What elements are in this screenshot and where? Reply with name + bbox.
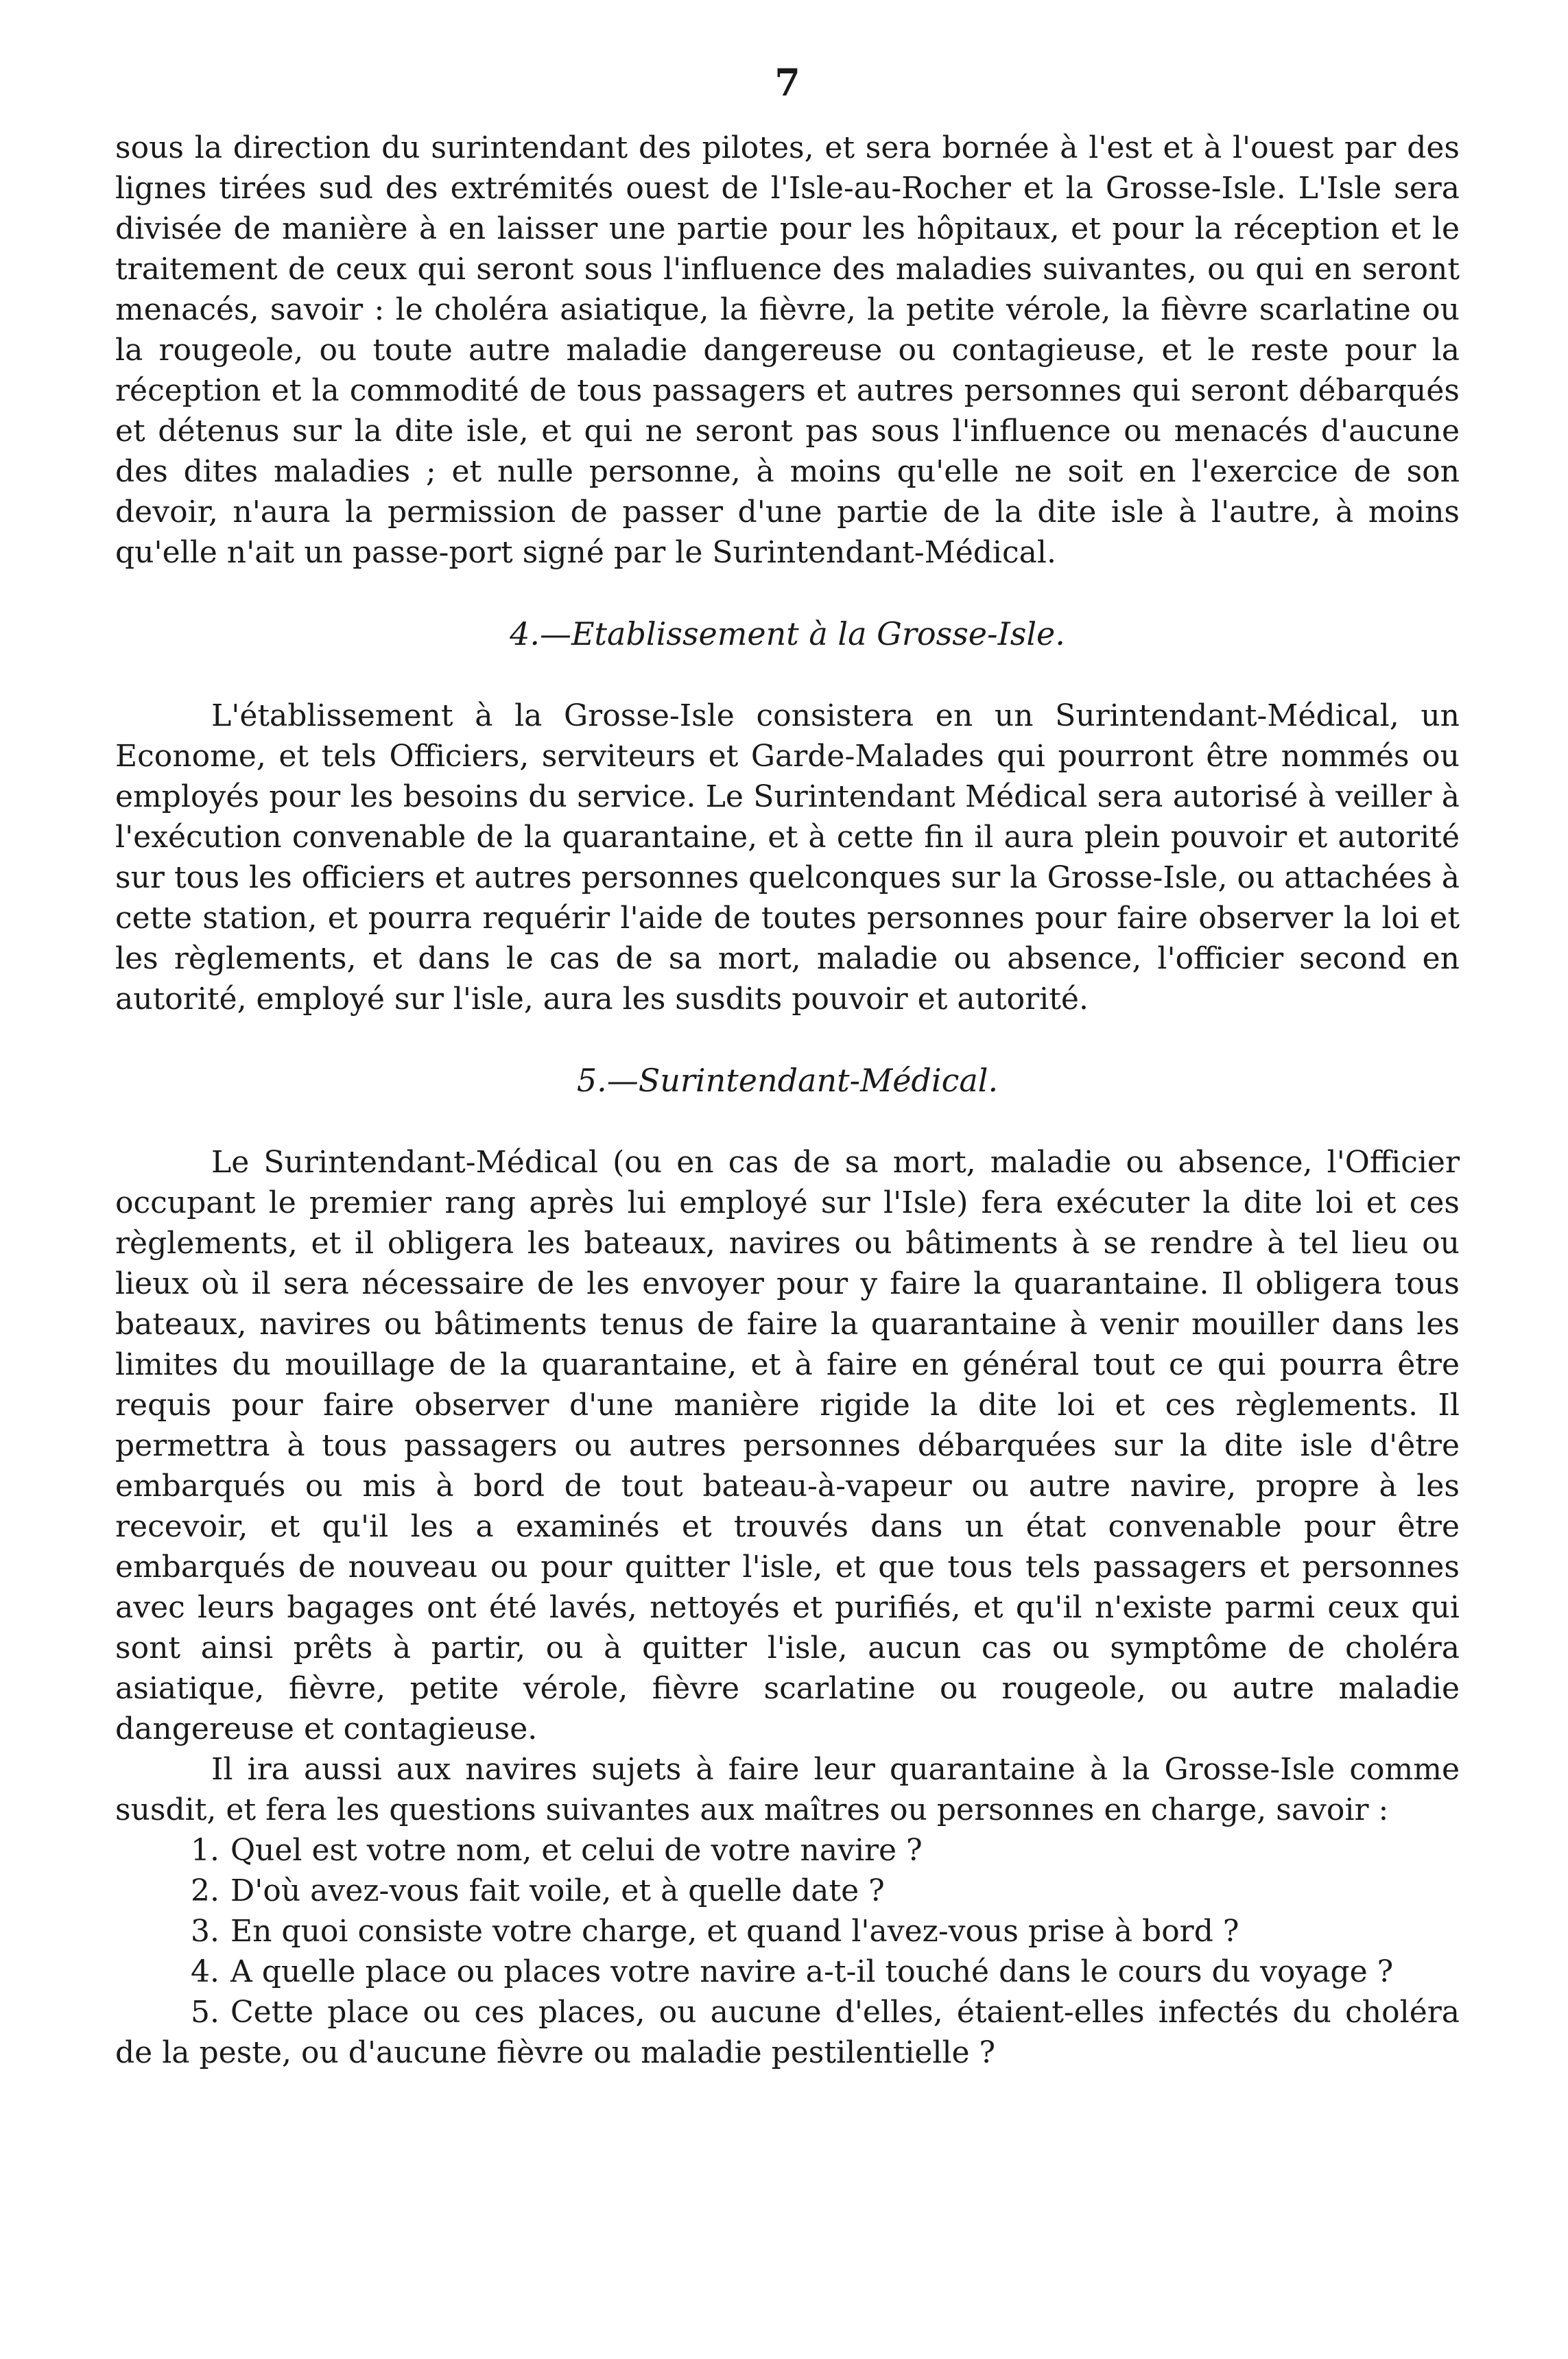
question-number: 1. <box>191 1833 219 1868</box>
question-item <box>115 1911 1460 1952</box>
section-5-paragraph-1: Le Surintendant-Médical (ou en cas de sa mort, maladie ou absence, l'Officier occupant le premier rang après lui employé sur l'Isle) fera exécuter la dite loi et ces règlements, et il obligera les bateaux, navires ou bâtiments à se rendre à tel lieu ou lieux où il sera nécessaire de les envoyer pour y faire la quarantaine. Il obligera tous bateaux, navires ou bâtiments tenus de faire la quarantaine à venir mouiller dans les limites du mouillage de la quarantaine, et à faire en général tout ce qui pourra être requis pour faire observer d'une manière rigide la dite loi et ces règlements. Il permettra à tous passagers ou autres personnes débarquées sur la dite isle d'être embarqués ou mis à bord de tout bateau-à-vapeur ou autre navire, propre à les recevoir, et qu'il les a examinés et trouvés dans un état convenable pour être embarqués de nouveau ou pour quitter l'isle, et que tous tels passagers et personnes avec leurs bagages ont été lavés, nettoyés et purifiés, et qu'il n'existe parmi ceux qui sont ainsi prêts à partir, ou à quitter l'isle, aucun cas ou symptôme de choléra asiatique, fièvre, petite vérole, fièvre scarlatine ou rougeole, ou autre maladie dangereuse et contagieuse. <box>115 1145 1460 1746</box>
question-number: 4. <box>191 1954 219 1989</box>
question-item <box>115 1952 1460 1992</box>
question-number: 3. <box>191 1914 219 1949</box>
question-number: 5. <box>191 1995 219 2030</box>
section-4-heading: 4.—Etablissement à la Grosse-Isle. <box>510 615 1065 652</box>
question-list <box>115 1830 1460 2073</box>
opening-paragraph: sous la direction du surintendant des pilotes, et sera bornée à l'est et à l'ouest par des lignes tirées sud des extrémités ouest de l'Isle-au-Rocher et la Grosse-Isle. L'Isle sera divisée de manière à en laisser une partie pour les hôpitaux, et pour la réception et le traitement de ceux qui seront sous l'influence des maladies suivantes, ou qui en seront menacés, savoir : le choléra asiatique, la fièvre, la petite vérole, la fièvre scarlatine ou la rougeole, ou toute autre maladie dangereuse ou contagieuse, et le reste pour la réception et la commodité de tous passagers et autres personnes qui seront débarqués et détenus sur la dite isle, et qui ne seront pas sous l'influence ou menacés d'aucune des dites maladies ; et nulle personne, à moins qu'elle ne soit en l'exercice de son devoir, n'aura la permission de passer d'une partie de la dite isle à l'autre, à moins qu'elle n'ait un passe-port signé par le Surintendant-Médical. <box>115 130 1460 570</box>
question-text: En quoi consiste votre charge, et quand l'avez-vous prise à bord ? <box>230 1914 1239 1949</box>
question-text: A quelle place ou places votre navire a-t-il touché dans le cours du voyage ? <box>230 1954 1394 1989</box>
question-text: Quel est votre nom, et celui de votre navire ? <box>230 1833 923 1868</box>
page-number: 7 <box>774 60 800 104</box>
question-number: 2. <box>191 1873 219 1908</box>
question-item <box>115 1992 1460 2073</box>
document-page <box>115 62 1460 2073</box>
question-text: D'où avez-vous fait voile, et à quelle date ? <box>230 1873 885 1908</box>
question-text: Cette place ou ces places, ou aucune d'elles, étaient-elles infectés du choléra de la peste, ou d'aucune fièvre ou maladie pestilentielle ? <box>115 1995 1460 2070</box>
question-item <box>115 1871 1460 1911</box>
section-5-heading: 5.—Surintendant-Médical. <box>576 1062 999 1099</box>
section-5-paragraph-2: Il ira aussi aux navires sujets à faire leur quarantaine à la Grosse-Isle comme susdit, et fera les questions suivantes aux maîtres ou personnes en charge, savoir : <box>115 1752 1460 1827</box>
section-4-paragraph: L'établissement à la Grosse-Isle consistera en un Surintendant-Médical, un Econome, et tels Officiers, serviteurs et Garde-Malades qui pourront être nommés ou employés pour les besoins du service. Le Surintendant Médical sera autorisé à veiller à l'exécution convenable de la quarantaine, et à cette fin il aura plein pouvoir et autorité sur tous les officiers et autres personnes quelconques sur la Grosse-Isle, ou attachées à cette station, et pourra requérir l'aide de toutes personnes pour faire observer la loi et les règlements, et dans le cas de sa mort, maladie ou absence, l'officier second en autorité, employé sur l'isle, aura les susdits pouvoir et autorité. <box>115 698 1460 1017</box>
question-item <box>115 1830 1460 1871</box>
